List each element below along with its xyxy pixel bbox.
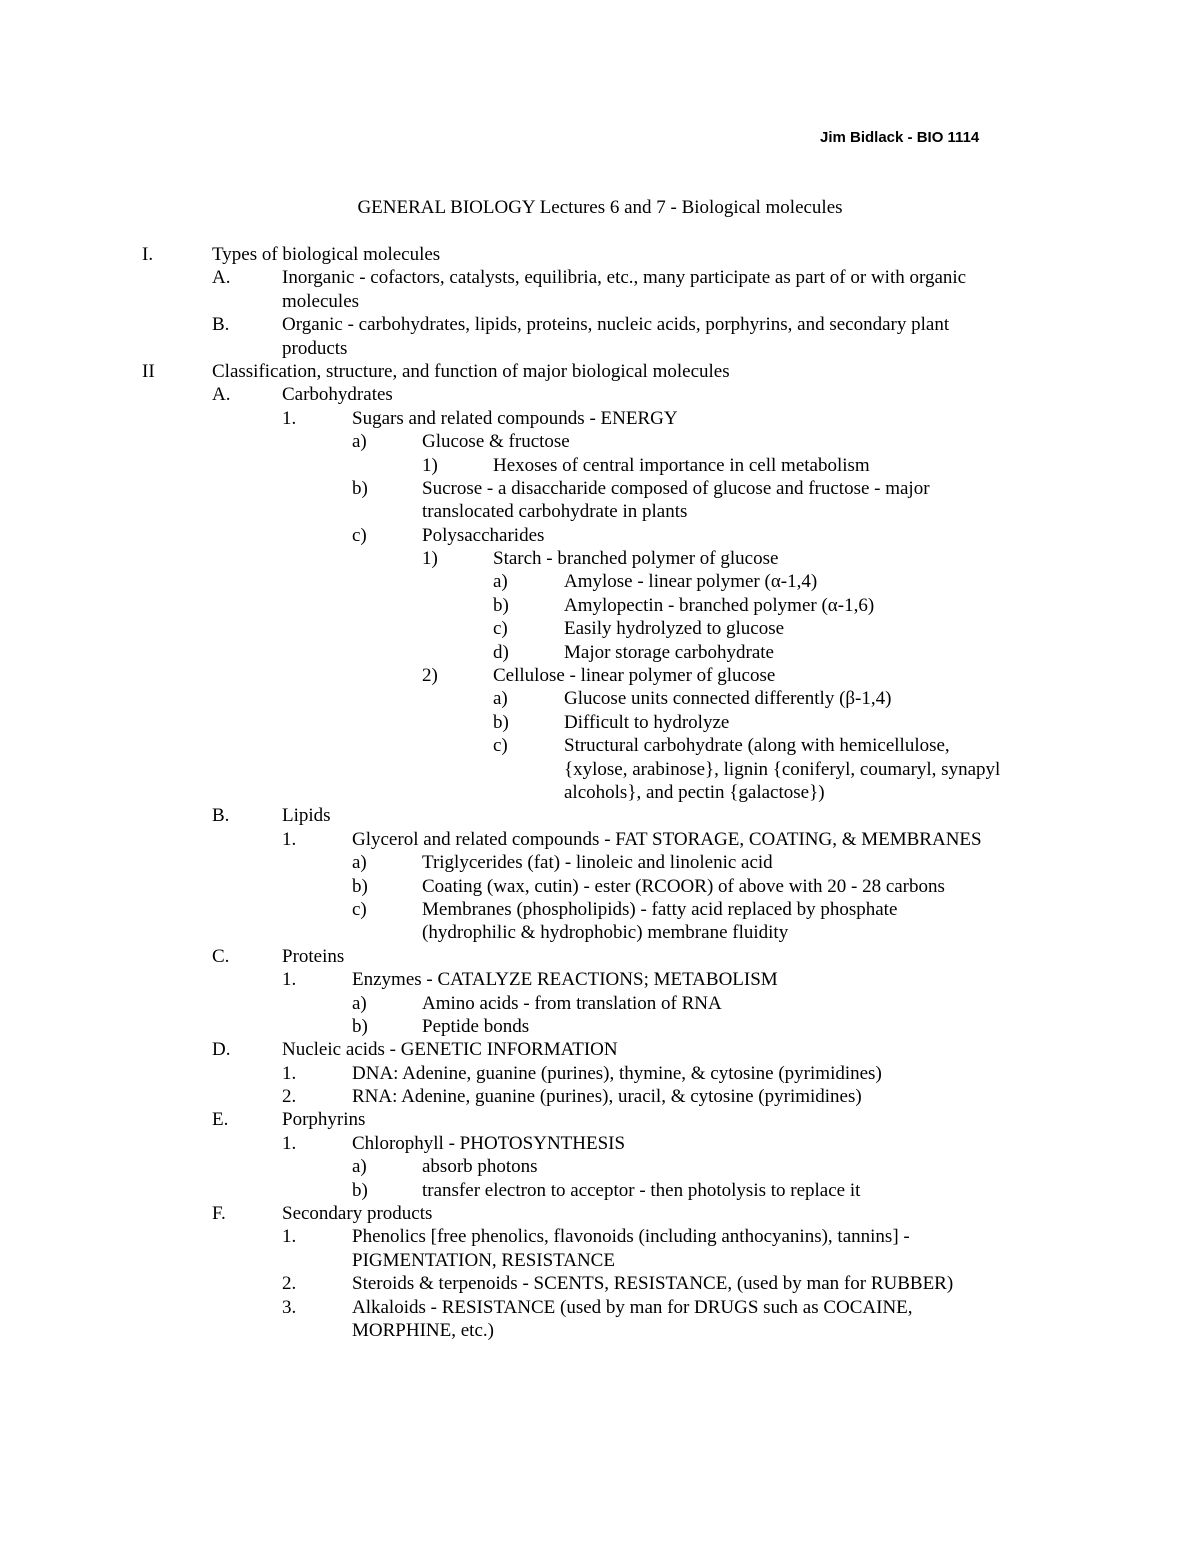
outline-text: Structural carbohydrate (along with hemicellulose, [564,735,950,757]
outline-row [0,992,1200,1015]
outline-row [0,1249,1200,1272]
outline-label: E. [212,1109,229,1131]
outline-text: (hydrophilic & hydrophobic) membrane fluidity [422,922,789,944]
outline-row [0,968,1200,991]
outline-row [0,524,1200,547]
outline-row [0,360,1200,383]
outline-row [0,851,1200,874]
outline-label: a) [352,1156,367,1178]
outline-label: 1. [282,1132,297,1154]
outline-row [0,570,1200,593]
outline-text: translocated carbohydrate in plants [422,501,688,523]
outline-text: molecules [282,290,360,312]
outline-row [0,1272,1200,1295]
outline-row [0,313,1200,336]
outline-row [0,477,1200,500]
outline-row [0,781,1200,804]
outline-row [0,1062,1200,1085]
outline-label: c) [493,618,508,640]
outline-text: {xylose, arabinose}, lignin {coniferyl, coumaryl, synapyl [564,758,1001,780]
outline-text: Classification, structure, and function of major biological molecules [212,360,730,382]
outline-label: A. [212,267,231,289]
outline-text: Cellulose - linear polymer of glucose [493,665,776,687]
outline-text: Major storage carbohydrate [564,641,774,663]
outline-label: 1. [282,828,297,850]
outline-text: transfer electron to acceptor - then photolysis to replace it [422,1179,861,1201]
outline-text: Easily hydrolyzed to glucose [564,618,785,640]
outline-row [0,243,1200,266]
outline-row [0,594,1200,617]
outline-label: 1. [282,969,297,991]
outline-label: b) [352,477,368,499]
outline-text: Enzymes - CATALYZE REACTIONS; METABOLISM [352,969,778,991]
outline-row [0,1155,1200,1178]
outline-label: b) [493,711,509,733]
outline-text: Amylose - linear polymer (α-1,4) [564,571,818,593]
outline-row [0,1038,1200,1061]
outline-text: Amylopectin - branched polymer (α-1,6) [564,594,875,616]
outline-text: absorb photons [422,1156,538,1178]
outline-text: alcohols}, and pectin {galactose}) [564,781,825,803]
outline-row [0,500,1200,523]
outline-text: Difficult to hydrolyze [564,711,730,733]
outline-text: Glucose units connected differently (β-1,4) [564,688,892,710]
outline-text: Steroids & terpenoids - SCENTS, RESISTANCE, (used by man for RUBBER) [352,1273,954,1295]
outline-text: Porphyrins [282,1109,366,1131]
outline-row [0,664,1200,687]
outline-text: MORPHINE, etc.) [352,1319,494,1341]
outline-label: B. [212,805,230,827]
outline-row [0,1108,1200,1131]
outline-row [0,1179,1200,1202]
outline-row [0,407,1200,430]
outline-label: 2. [282,1273,297,1295]
outline-label: a) [352,852,367,874]
outline-text: Starch - branched polymer of glucose [493,548,779,570]
outline-label: 1. [282,1226,297,1248]
outline-text: Sugars and related compounds - ENERGY [352,407,678,429]
outline-text: Carbohydrates [282,384,393,406]
outline-text: Peptide bonds [422,1015,530,1037]
outline-row [0,641,1200,664]
outline-text: Inorganic - cofactors, catalysts, equilibria, etc., many participate as part of or with organic [282,267,967,289]
outline-text: Types of biological molecules [212,244,441,265]
outline-row [0,454,1200,477]
outline-text: Nucleic acids - GENETIC INFORMATION [282,1039,618,1061]
outline-row [0,383,1200,406]
document-title: GENERAL BIOLOGY Lectures 6 and 7 - Biological molecules [357,197,843,218]
outline-row [0,1015,1200,1038]
outline-text: Coating (wax, cutin) - ester (RCOOR) of above with 20 - 28 carbons [422,875,945,897]
outline-row [0,1319,1200,1342]
outline-row [0,711,1200,734]
outline-row [0,804,1200,827]
outline-row [0,921,1200,944]
outline-text: PIGMENTATION, RESISTANCE [352,1249,615,1271]
outline-label: c) [352,898,367,920]
outline-label: II [142,360,155,382]
outline-text: Phenolics [free phenolics, flavonoids (including anthocyanins), tannins] - [352,1226,910,1248]
outline-text: Sucrose - a disaccharide composed of glucose and fructose - major [422,477,930,499]
outline-label: b) [352,875,368,897]
outline-text: Membranes (phospholipids) - fatty acid replaced by phosphate [422,898,898,920]
outline-label: 2) [422,665,438,687]
outline-row [0,1202,1200,1225]
outline-row [0,337,1200,360]
outline-row [0,898,1200,921]
outline-label: D. [212,1039,231,1061]
outline-label: a) [352,431,367,453]
outline-text: Proteins [282,945,345,967]
outline-row [0,734,1200,757]
page-header-author-course: Jim Bidlack - BIO 1114 [820,129,980,146]
outline-row [0,1225,1200,1248]
outline-text: Polysaccharides [422,524,545,546]
outline-text: Chlorophyll - PHOTOSYNTHESIS [352,1132,626,1154]
outline-row [0,430,1200,453]
outline-row [0,687,1200,710]
lecture-outline [0,243,1200,1342]
outline-label: 1) [422,548,438,570]
outline-label: A. [212,384,231,406]
outline-row [0,1296,1200,1319]
outline-label: a) [493,571,508,593]
outline-text: Organic - carbohydrates, lipids, proteins, nucleic acids, porphyrins, and secondary plant [282,314,950,336]
outline-text: Triglycerides (fat) - linoleic and linolenic acid [422,852,773,874]
outline-text: Amino acids - from translation of RNA [422,992,722,1014]
outline-text: DNA: Adenine, guanine (purines), thymine, & cytosine (pyrimidines) [352,1062,882,1084]
outline-label: d) [493,641,509,663]
outline-row [0,828,1200,851]
outline-row [0,1132,1200,1155]
outline-row [0,758,1200,781]
outline-label: c) [493,735,508,757]
outline-text: Secondary products [282,1203,433,1225]
outline-label: 1) [422,454,438,476]
outline-text: products [282,337,348,359]
outline-row [0,617,1200,640]
outline-label: 1. [282,407,297,429]
outline-label: b) [352,1179,368,1201]
outline-label: a) [352,992,367,1014]
outline-label: C. [212,945,230,967]
outline-label: c) [352,524,367,546]
outline-label: F. [212,1203,226,1225]
outline-row [0,875,1200,898]
outline-row [0,290,1200,313]
outline-label: 2. [282,1086,297,1108]
outline-text: Glucose & fructose [422,431,570,453]
outline-text: Lipids [282,805,331,827]
outline-row [0,945,1200,968]
outline-row [0,266,1200,289]
outline-label: b) [493,594,509,616]
outline-text: RNA: Adenine, guanine (purines), uracil, & cytosine (pyrimidines) [352,1086,862,1108]
outline-label: a) [493,688,508,710]
outline-label: B. [212,314,230,336]
outline-label: b) [352,1015,368,1037]
outline-label: 3. [282,1296,297,1318]
outline-text: Glycerol and related compounds - FAT STORAGE, COATING, & MEMBRANES [352,828,982,850]
outline-text: Alkaloids - RESISTANCE (used by man for DRUGS such as COCAINE, [352,1296,913,1318]
outline-row [0,547,1200,570]
outline-label: 1. [282,1062,297,1084]
outline-row [0,1085,1200,1108]
outline-label: I. [142,244,154,265]
outline-text: Hexoses of central importance in cell metabolism [493,454,870,476]
